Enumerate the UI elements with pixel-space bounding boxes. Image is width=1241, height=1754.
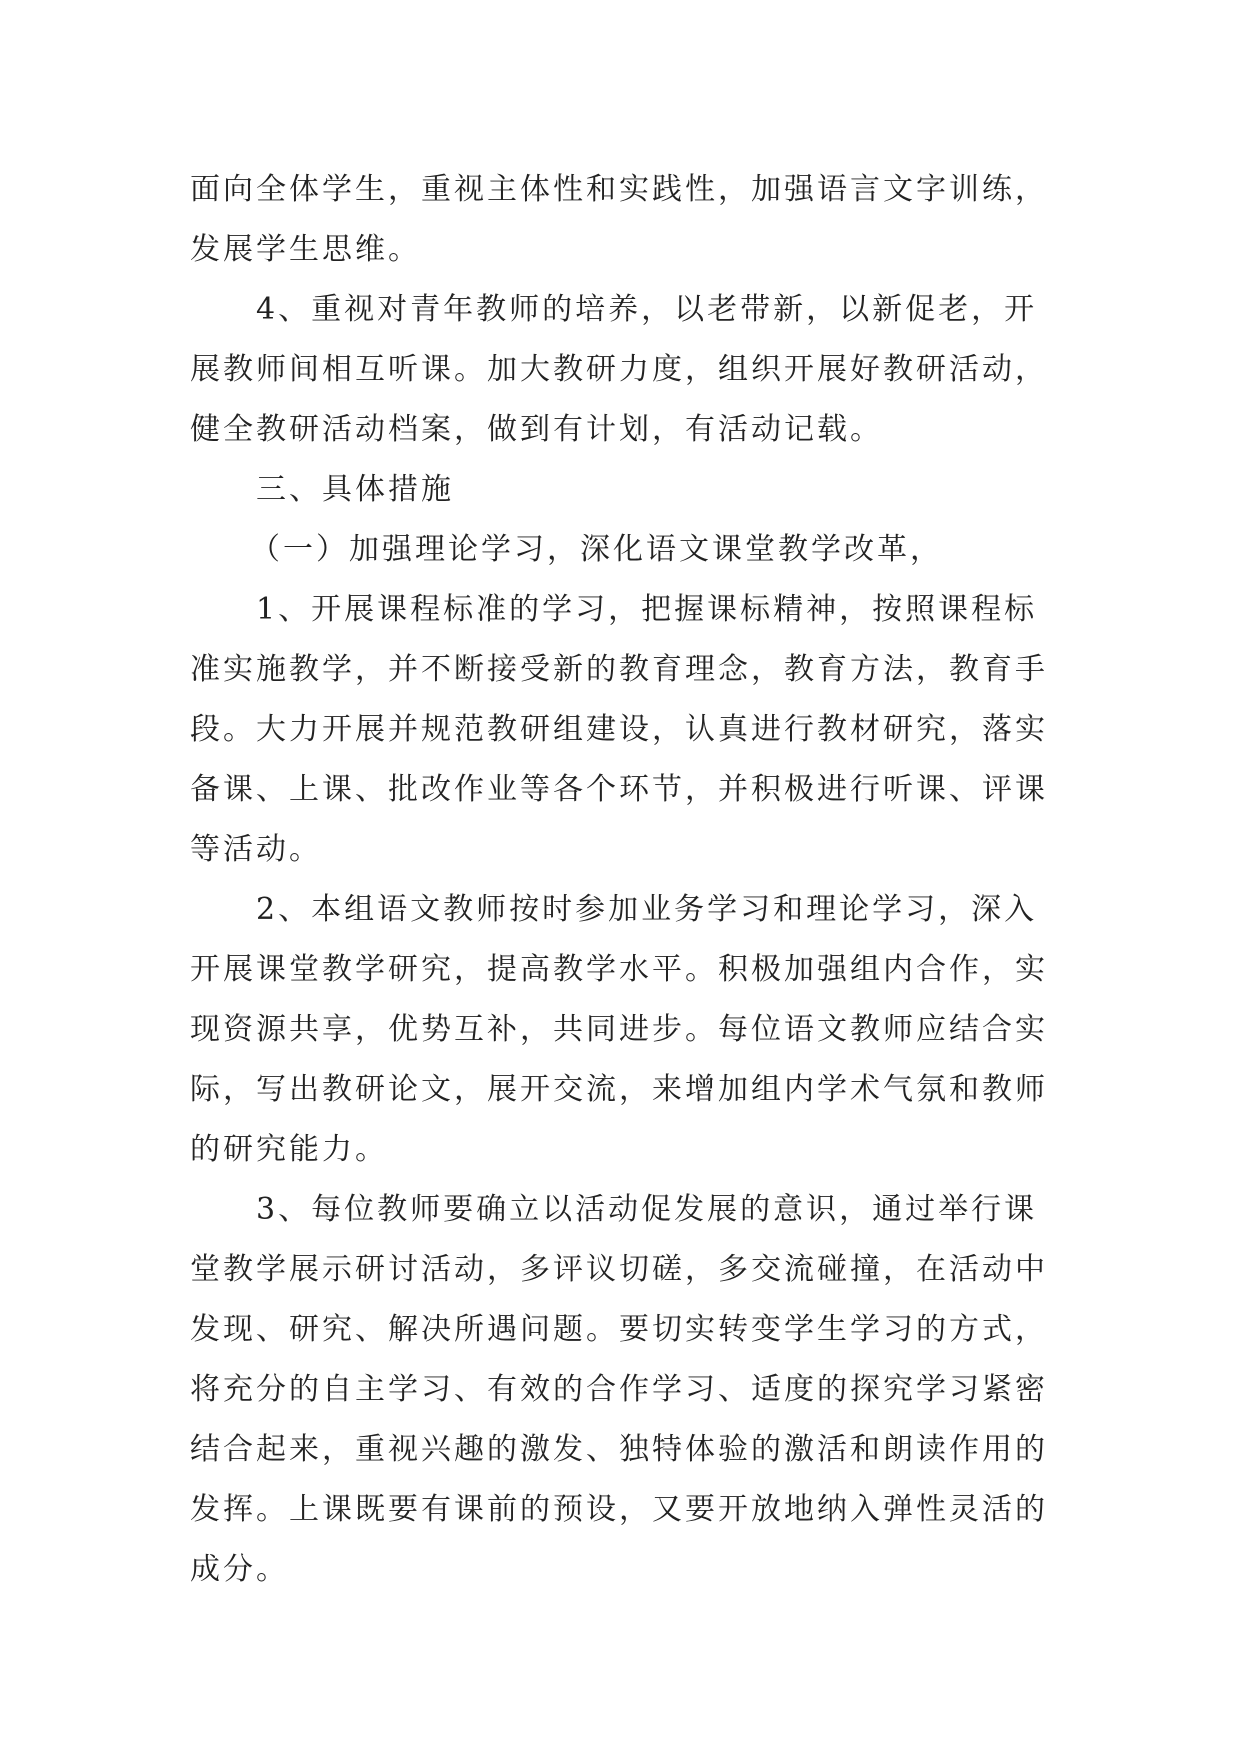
paragraph-item-3-start: 3、每位教师要确立以活动促发展的意识，通过举行课: [256, 1192, 1038, 1227]
text-line: 现资源共享，优势互补，共同进步。每位语文教师应结合实: [190, 1012, 1048, 1047]
paragraph-item-1-start: 1、开展课程标准的学习，把握课标精神，按照课程标: [256, 592, 1038, 627]
text-line: 开展课堂教学研究，提高教学水平。积极加强组内合作，实: [190, 952, 1048, 987]
text-line: 面向全体学生，重视主体性和实践性，加强语言文字训练，: [190, 172, 1048, 207]
paragraph-item-2-start: 2、本组语文教师按时参加业务学习和理论学习，深入: [256, 892, 1038, 927]
text-line: 健全教研活动档案，做到有计划，有活动记载。: [190, 412, 883, 447]
text-line: 段。大力开展并规范教研组建设，认真进行教材研究，落实: [190, 712, 1048, 747]
document-body: [190, 160, 1050, 1600]
text-line: 发展学生思维。: [190, 232, 421, 267]
text-line: 将充分的自主学习、有效的合作学习、适度的探究学习紧密: [190, 1372, 1048, 1407]
paragraph-item-4-start: 4、重视对青年教师的培养，以老带新，以新促老，开: [256, 292, 1038, 327]
text-line: 备课、上课、批改作业等各个环节，并积极进行听课、评课: [190, 772, 1048, 807]
text-line: 的研究能力。: [190, 1132, 388, 1167]
subsection-heading: （一）加强理论学习，深化语文课堂教学改革，: [250, 532, 943, 567]
text-line: 准实施教学，并不断接受新的教育理念，教育方法，教育手: [190, 652, 1048, 687]
text-line: 结合起来，重视兴趣的激发、独特体验的激活和朗读作用的: [190, 1432, 1048, 1467]
text-line: 等活动。: [190, 832, 322, 867]
text-line: 发挥。上课既要有课前的预设，又要开放地纳入弹性灵活的: [190, 1492, 1048, 1527]
section-heading: 三、具体措施: [256, 472, 454, 507]
text-line: 展教师间相互听课。加大教研力度，组织开展好教研活动，: [190, 352, 1048, 387]
text-line: 际，写出教研论文，展开交流，来增加组内学术气氛和教师: [190, 1072, 1048, 1107]
text-line: 发现、研究、解决所遇问题。要切实转变学生学习的方式，: [190, 1312, 1048, 1347]
text-line: 成分。: [190, 1552, 289, 1587]
text-line: 堂教学展示研讨活动，多评议切磋，多交流碰撞，在活动中: [190, 1252, 1048, 1287]
